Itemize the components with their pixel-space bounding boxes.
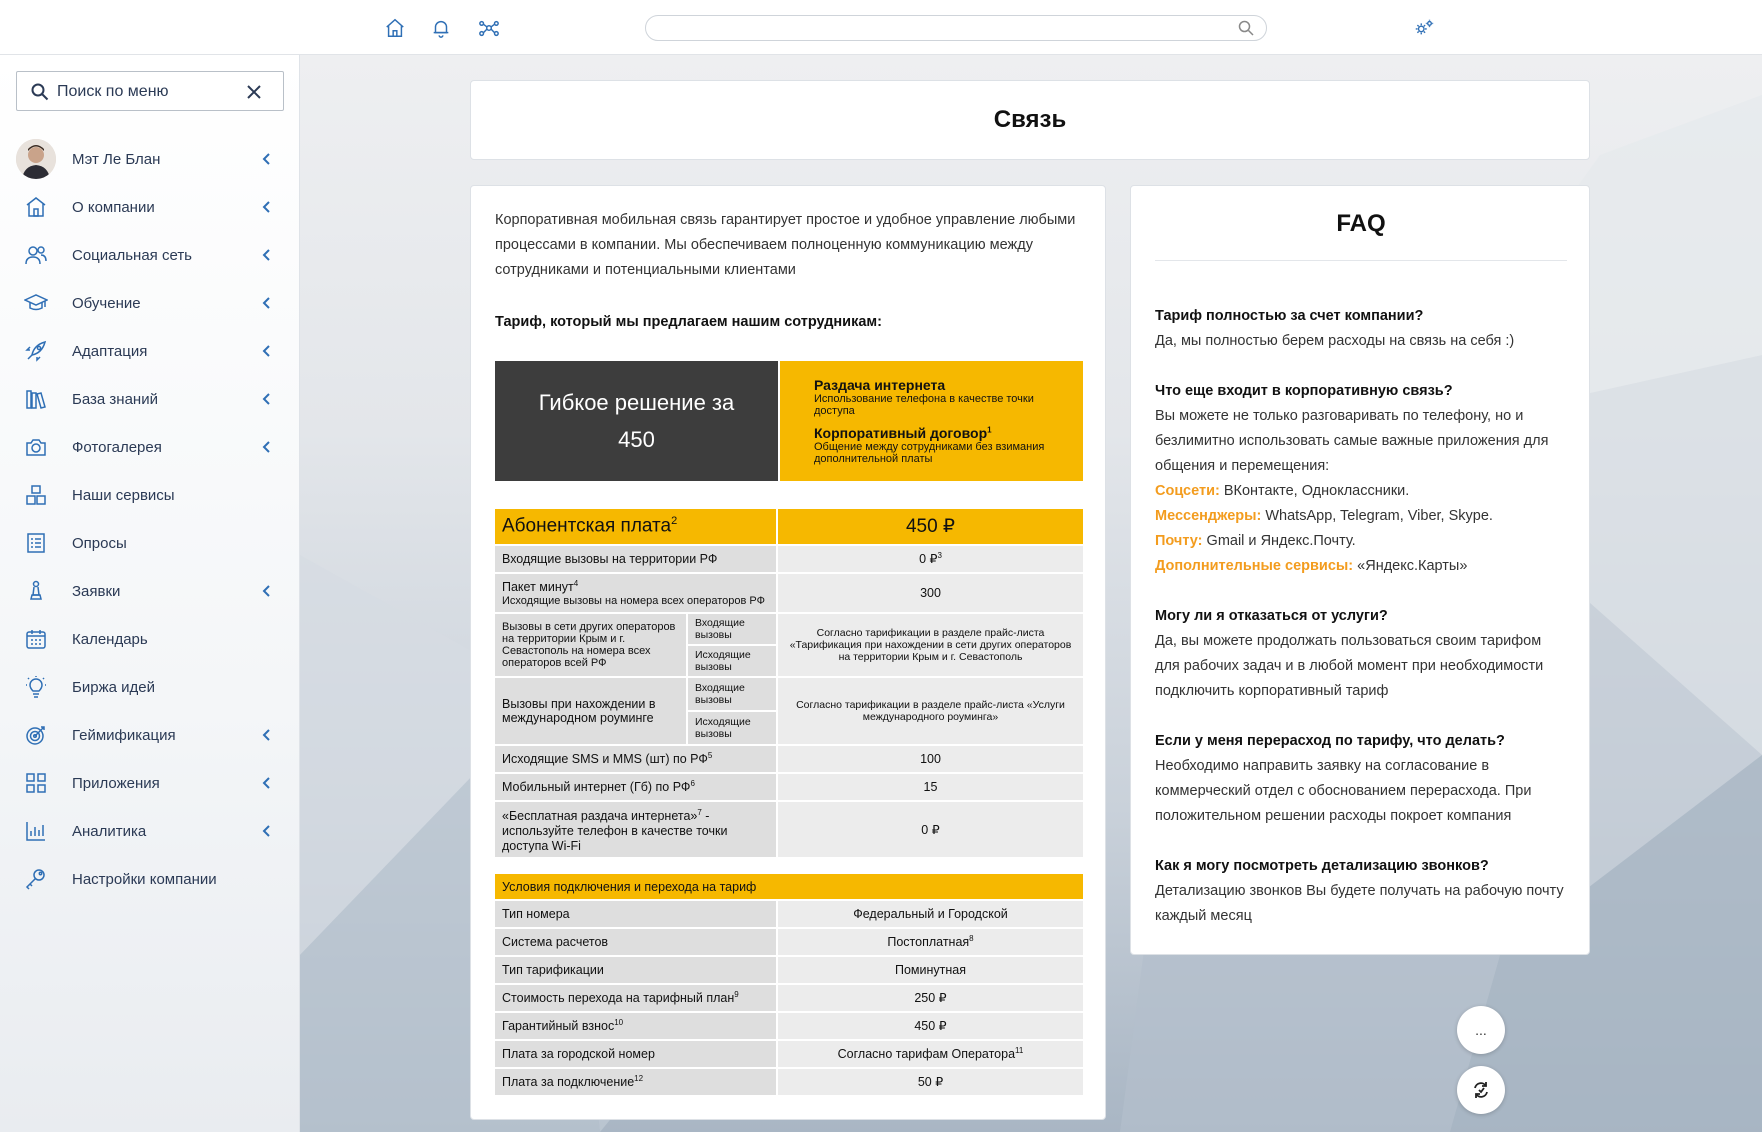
faq-answer-line: [1155, 529, 1567, 554]
footnote: 9: [734, 990, 739, 1000]
chevron-left-icon[interactable]: [260, 296, 274, 310]
conditions-rows: [495, 900, 1083, 1096]
grid-icon: [24, 771, 48, 795]
global-search[interactable]: [645, 15, 1267, 41]
calendar-icon: [24, 627, 48, 651]
sidebar-item-label: Аналитика: [72, 822, 147, 840]
sidebar-item-learning[interactable]: [0, 279, 300, 327]
table-cell: [495, 773, 777, 801]
cell-value: 250 ₽: [914, 991, 947, 1006]
table-cell: Согласно тарификации в разделе прайс-листа «Услуги международного роуминга»: [777, 677, 1083, 745]
sidebar-item-calendar[interactable]: [0, 615, 300, 663]
chevron-left-icon[interactable]: [260, 152, 274, 166]
faq-question: Если у меня перерасход по тарифу, что делать?: [1155, 733, 1505, 749]
table-cell: [495, 928, 777, 956]
conditions-table: [495, 874, 1083, 1097]
sidebar-item-gamification[interactable]: [0, 711, 300, 759]
sidebar-item-label: Настройки компании: [72, 870, 217, 888]
table-cell: [495, 745, 777, 773]
global-search-input[interactable]: [660, 16, 1220, 40]
sidebar-item-user[interactable]: [0, 135, 300, 183]
cell-label: Пакет минут: [502, 580, 574, 595]
table-cell: [495, 573, 777, 613]
table-cell: 15: [777, 773, 1083, 801]
faq-answer-text: Gmail и Яндекс.Почту.: [1202, 533, 1356, 549]
faq-answer-line: [1155, 554, 1567, 579]
faq-list: [1155, 304, 1567, 929]
faq-answer: Вы можете не только разговаривать по телефону, но и безлимитно использовать самые важные приложения для общения и перемещения:: [1155, 408, 1549, 474]
table-cell: [495, 1040, 777, 1068]
table-cell: [777, 545, 1083, 573]
chevron-left-icon[interactable]: [260, 392, 274, 406]
table-cell: Входящие вызовы на территории РФ: [495, 545, 777, 573]
books-icon: [24, 387, 48, 411]
refresh-button[interactable]: [1457, 1066, 1505, 1114]
key-icon: [24, 867, 48, 891]
table-row: [495, 1068, 1083, 1096]
cell-sublabel: Исходящие вызовы на номера всех операторов РФ: [502, 594, 765, 607]
sidebar-item-gallery[interactable]: [0, 423, 300, 471]
sidebar-item-ideas[interactable]: [0, 663, 300, 711]
sidebar-item-services[interactable]: [0, 471, 300, 519]
banner-feature-text: Общение между сотрудниками без взимания дополнительной платы: [814, 441, 1045, 465]
faq-answer-text: WhatsApp, Telegram, Viber, Skype.: [1261, 508, 1493, 524]
faq-answer: Да, вы можете продолжать пользоваться своим тарифом для рабочих задач и в любой момент при необходимости подключить корпоративный тариф: [1155, 633, 1544, 699]
sidebar-item-label: Биржа идей: [72, 678, 155, 696]
table-cell: 0 ₽: [777, 801, 1083, 858]
table-row: [495, 1012, 1083, 1040]
sidebar-item-knowledge[interactable]: [0, 375, 300, 423]
cell-value: 0 ₽: [919, 552, 938, 567]
table-cell: [495, 1068, 777, 1096]
sidebar-item-label: Фотогалерея: [72, 438, 162, 456]
sidebar-item-label: Календарь: [72, 630, 148, 648]
table-row: [495, 801, 1083, 858]
chevron-left-icon[interactable]: [260, 728, 274, 742]
cell-label-cont: - используйте телефон в качестве точки доступа Wi-Fi: [502, 809, 728, 854]
cell-label: Тип тарификации: [502, 963, 604, 978]
banner-feature-title: Раздача интернета: [814, 377, 946, 393]
faq-accent-label: Почту:: [1155, 533, 1203, 549]
cell-label: Система расчетов: [502, 935, 609, 950]
table-row: [495, 677, 1083, 711]
sidebar-item-label: Мэт Ле Блан: [72, 150, 161, 168]
table-row: [495, 984, 1083, 1012]
table-cell: Вызовы в сети других операторов на территории Крым и г. Севастополь на номера всех операторов всей РФ: [495, 613, 687, 677]
sidebar-item-label: Социальная сеть: [72, 246, 192, 264]
target-icon: [24, 723, 48, 747]
faq-question: Тариф полностью за счет компании?: [1155, 308, 1424, 324]
footnote: 8: [969, 934, 974, 944]
top-bar: [0, 0, 1762, 55]
chevron-left-icon[interactable]: [260, 824, 274, 838]
intro-text: Корпоративная мобильная связь гарантирует простое и удобное управление любыми процессами в компании. Мы обеспечиваем полноценную коммуникацию между сотрудниками и потенциальными клиентами: [495, 212, 1076, 278]
users-icon: [24, 243, 48, 267]
close-icon[interactable]: [245, 83, 263, 101]
building-icon: [24, 195, 48, 219]
banner-feature-title: [814, 425, 1049, 441]
banner-feature-title-text: Корпоративный договор: [814, 425, 988, 441]
more-button[interactable]: ...: [1457, 1006, 1505, 1054]
sidebar-item-label: Опросы: [72, 534, 127, 552]
footnote: 5: [707, 751, 713, 761]
search-icon[interactable]: [1238, 20, 1254, 36]
table-row: [495, 956, 1083, 984]
cell-value: Федеральный и Городской: [853, 907, 1008, 922]
sidebar: [0, 55, 300, 1132]
banner-features: [778, 361, 1083, 481]
faq-accent-label: Дополнительные сервисы:: [1155, 558, 1354, 574]
cell-value: 50 ₽: [917, 1075, 944, 1090]
cell-label: Гарантийный взнос: [502, 1019, 615, 1034]
sidebar-item-label: Обучение: [72, 294, 141, 312]
cell-label: Стоимость перехода на тарифный план: [502, 991, 735, 1006]
cell-label: Тип номера: [502, 907, 570, 922]
table-cell: [777, 928, 1083, 956]
footnote: 12: [634, 1074, 644, 1084]
table-cell: Входящие вызовы: [687, 677, 777, 711]
fee-label: Абонентская плата: [502, 515, 672, 537]
rocket-icon: [24, 339, 48, 363]
cell-value: Согласно тарифам Оператора: [837, 1047, 1016, 1062]
chevron-left-icon[interactable]: [260, 200, 274, 214]
refresh-icon: [1471, 1080, 1491, 1100]
sidebar-item-label: База знаний: [72, 390, 158, 408]
table-row: [495, 773, 1083, 801]
faq-answer: Необходимо направить заявку на согласование в коммерческий отдел с обоснованием перерасхода. При положительном решении расходы покроет компания: [1155, 758, 1532, 824]
sidebar-item-label: Приложения: [72, 774, 160, 792]
table-row: [495, 509, 1083, 545]
faq-answer-line: [1155, 479, 1567, 504]
footnote: 3: [937, 551, 942, 561]
chevron-left-icon[interactable]: [260, 344, 274, 358]
faq-question: Что еще входит в корпоративную связь?: [1155, 383, 1453, 399]
menu-search-input[interactable]: [57, 80, 247, 104]
tariff-subtitle: Тариф, который мы предлагаем нашим сотрудникам:: [495, 314, 882, 330]
table-row: [495, 928, 1083, 956]
table-cell: [777, 984, 1083, 1012]
sidebar-item-surveys[interactable]: [0, 519, 300, 567]
table-cell: [495, 956, 777, 984]
faq-question: Как я могу посмотреть детализацию звонков?: [1155, 858, 1489, 874]
network-icon[interactable]: [478, 17, 500, 39]
faq-accent-label: Соцсети:: [1155, 483, 1220, 499]
chevron-left-icon[interactable]: [260, 440, 274, 454]
table-row: [495, 573, 1083, 613]
table-cell: [777, 1012, 1083, 1040]
lightbulb-icon: [24, 675, 48, 699]
fee-value: 450 ₽: [777, 509, 1083, 545]
table-cell: [495, 984, 777, 1012]
table-cell: [777, 900, 1083, 928]
content-card: [470, 185, 1106, 1120]
table-row: [495, 545, 1083, 573]
chess-piece-icon: [24, 579, 48, 603]
cell-value: 450 ₽: [914, 1019, 947, 1034]
sidebar-menu: [0, 135, 300, 903]
page-title-card: [470, 80, 1590, 160]
table-row: [495, 613, 1083, 645]
footnote: 1: [987, 425, 992, 435]
table-row: [495, 900, 1083, 928]
faq-title: FAQ: [1155, 210, 1567, 261]
cell-value: Поминутная: [894, 963, 966, 978]
footnote: 2: [671, 515, 678, 528]
cell-label: Плата за городской номер: [502, 1047, 655, 1062]
sidebar-item-label: Наши сервисы: [72, 486, 175, 504]
table-row: [495, 874, 1083, 900]
faq-answer-text: ВКонтакте, Одноклассники.: [1219, 483, 1410, 499]
chevron-left-icon[interactable]: [260, 776, 274, 790]
footnote: 10: [614, 1018, 624, 1028]
table-cell: 100: [777, 745, 1083, 773]
banner-title: Гибкое решение за 450: [495, 361, 778, 481]
table-cell: [777, 956, 1083, 984]
chevron-left-icon[interactable]: [260, 584, 274, 598]
tariff-banner: [495, 361, 1083, 481]
table-row: [495, 1040, 1083, 1068]
cell-label: Плата за подключение: [502, 1075, 635, 1090]
sidebar-item-apps[interactable]: [0, 759, 300, 807]
table-cell: [777, 1068, 1083, 1096]
footnote: 6: [690, 779, 695, 789]
sidebar-item-company[interactable]: [0, 183, 300, 231]
faq-question: Могу ли я отказаться от услуги?: [1155, 608, 1388, 624]
table-cell: 300: [777, 573, 1083, 613]
sidebar-item-settings[interactable]: [0, 855, 300, 903]
gears-icon[interactable]: [1413, 17, 1435, 39]
home-icon[interactable]: [384, 17, 406, 39]
sidebar-item-requests[interactable]: [0, 567, 300, 615]
table-cell: [495, 801, 777, 858]
table-cell: Исходящие вызовы: [687, 711, 777, 745]
menu-search[interactable]: [16, 71, 284, 111]
table-cell: Вызовы при нахождении в международном роуминге: [495, 677, 687, 745]
faq-answer: Да, мы полностью берем расходы на связь на себя :): [1155, 333, 1515, 349]
cell-value: Постоплатная: [887, 935, 970, 950]
graduation-cap-icon: [24, 291, 48, 315]
table-cell: [495, 1012, 777, 1040]
table-cell: [495, 509, 777, 545]
avatar: [16, 139, 56, 179]
bar-chart-icon: [24, 819, 48, 843]
boxes-icon: [24, 483, 48, 507]
page-title: Связь: [993, 106, 1067, 133]
footnote: 7: [697, 808, 702, 817]
banner-feature-text: Использование телефона в качестве точки доступа: [814, 393, 1034, 417]
sidebar-item-label: О компании: [72, 198, 155, 216]
sidebar-item-social[interactable]: [0, 231, 300, 279]
chevron-left-icon[interactable]: [260, 248, 274, 262]
tariff-table: [495, 509, 1083, 859]
checklist-icon: [24, 531, 48, 555]
table-cell: [777, 1040, 1083, 1068]
cell-label: «Бесплатная раздача интернета»: [502, 809, 698, 824]
table-cell: Согласно тарификации в разделе прайс-листа «Тарификация при нахождении в сети других операторов на территории Крым и г. Севастополь: [777, 613, 1083, 677]
cell-label: Мобильный интернет (Гб) по РФ: [502, 780, 691, 795]
faq-answer-line: [1155, 504, 1567, 529]
search-icon: [31, 83, 49, 101]
faq-answer: Детализацию звонков Вы будете получать на рабочую почту каждый месяц: [1155, 883, 1564, 924]
table-row: [495, 745, 1083, 773]
table-cell: Входящие вызовы: [687, 613, 777, 645]
cell-label: Исходящие SMS и MMS (шт) по РФ: [502, 752, 708, 767]
footnote: 11: [1015, 1046, 1024, 1056]
faq-card: [1130, 185, 1590, 955]
faq-answer-text: «Яндекс.Карты»: [1353, 558, 1468, 574]
sidebar-item-adaptation[interactable]: [0, 327, 300, 375]
camera-icon: [24, 435, 48, 459]
faq-accent-label: Мессенджеры:: [1155, 508, 1262, 524]
table-cell: [495, 900, 777, 928]
conditions-title: Условия подключения и перехода на тариф: [495, 874, 1083, 900]
bell-icon[interactable]: [430, 17, 452, 39]
sidebar-item-analytics[interactable]: [0, 807, 300, 855]
table-cell: Исходящие вызовы: [687, 645, 777, 677]
sidebar-item-label: Геймификация: [72, 726, 176, 744]
sidebar-item-label: Адаптация: [72, 342, 148, 360]
footnote: 4: [573, 579, 579, 589]
sidebar-item-label: Заявки: [72, 582, 121, 600]
